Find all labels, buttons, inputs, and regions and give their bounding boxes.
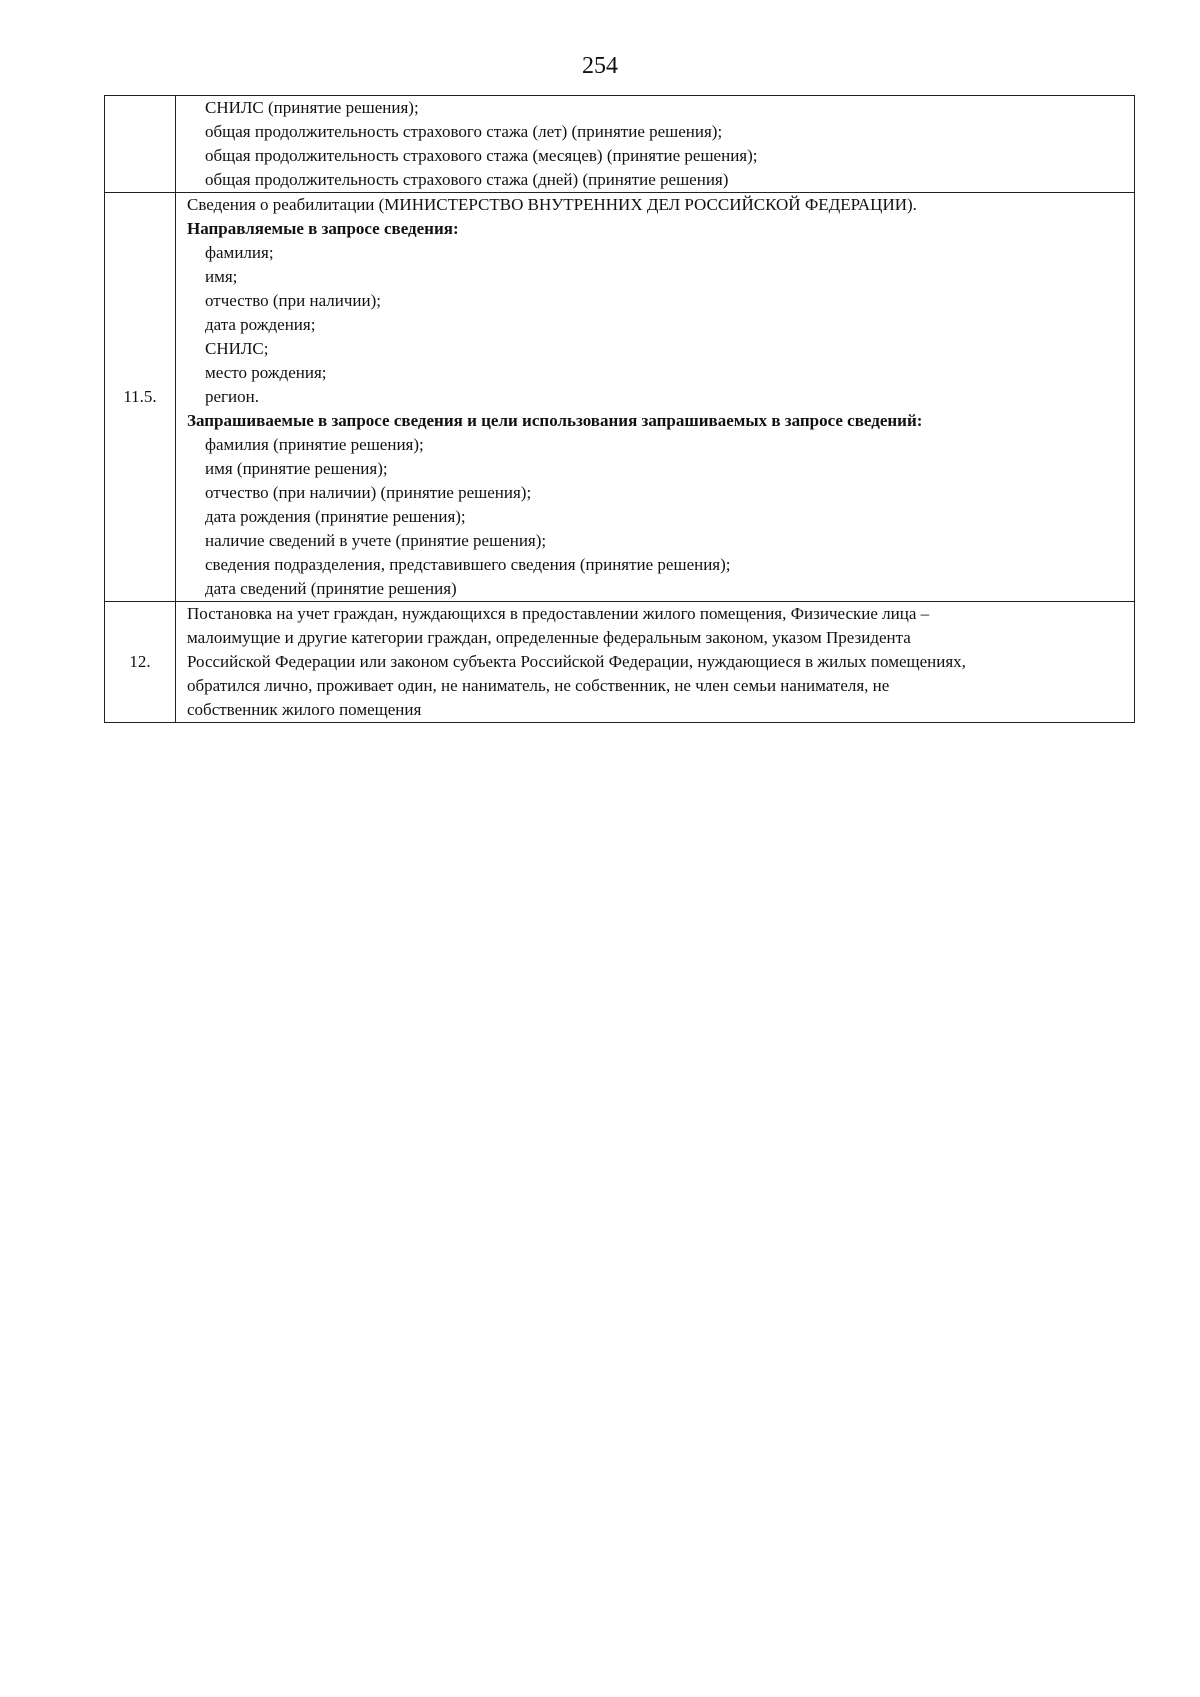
- content-line: общая продолжительность страхового стажа (месяцев) (принятие решения);: [205, 146, 758, 165]
- content-line: дата рождения (принятие решения);: [205, 507, 466, 526]
- content-line: СНИЛС (принятие решения);: [205, 98, 419, 117]
- section-heading: Направляемые в запросе сведения:: [187, 219, 459, 238]
- content-line: имя (принятие решения);: [205, 459, 388, 478]
- content-line: отчество (при наличии);: [205, 291, 381, 310]
- row-number-cell: [105, 96, 176, 193]
- section-heading: Запрашиваемые в запросе сведения и цели использования запрашиваемых в запросе сведений:: [187, 411, 923, 430]
- content-line: дата рождения;: [205, 315, 316, 334]
- row-content-cell: [176, 602, 1135, 723]
- content-line: фамилия;: [205, 243, 274, 262]
- content-line: фамилия (принятие решения);: [205, 435, 424, 454]
- content-line: общая продолжительность страхового стажа (лет) (принятие решения);: [205, 122, 723, 141]
- table-row: [105, 96, 1135, 193]
- content-line: сведения подразделения, представившего сведения (принятие решения);: [205, 555, 731, 574]
- content-line: отчество (при наличии) (принятие решения);: [205, 483, 532, 502]
- row-content-cell: [176, 193, 1135, 602]
- content-line: Сведения о реабилитации (МИНИСТЕРСТВО ВНУТРЕННИХ ДЕЛ РОССИЙСКОЙ ФЕДЕРАЦИИ).: [187, 195, 917, 214]
- content-line: общая продолжительность страхового стажа (дней) (принятие решения): [205, 170, 729, 189]
- row-number-cell: 12.: [105, 602, 176, 723]
- document-table: [104, 95, 1135, 723]
- content-line: СНИЛС;: [205, 339, 269, 358]
- row-content-cell: [176, 96, 1135, 193]
- content-line: Постановка на учет граждан, нуждающихся в предоставлении жилого помещения, Физические лица –: [187, 604, 930, 623]
- content-line: обратился лично, проживает один, не наниматель, не собственник, не член семьи нанимателя, не: [187, 676, 890, 695]
- table-row: [105, 193, 1135, 602]
- page-number: 254: [582, 53, 618, 79]
- content-line: Российской Федерации или законом субъекта Российской Федерации, нуждающиеся в жилых помещениях,: [187, 652, 966, 671]
- content-line: малоимущие и другие категории граждан, определенные федеральным законом, указом Президента: [187, 628, 911, 647]
- content-line: место рождения;: [205, 363, 327, 382]
- content-line: имя;: [205, 267, 238, 286]
- content-line: собственник жилого помещения: [187, 700, 422, 719]
- content-line: наличие сведений в учете (принятие решения);: [205, 531, 547, 550]
- table-row: [105, 602, 1135, 723]
- content-line: дата сведений (принятие решения): [205, 579, 457, 598]
- content-line: регион.: [205, 387, 259, 406]
- row-number-cell: 11.5.: [105, 193, 176, 602]
